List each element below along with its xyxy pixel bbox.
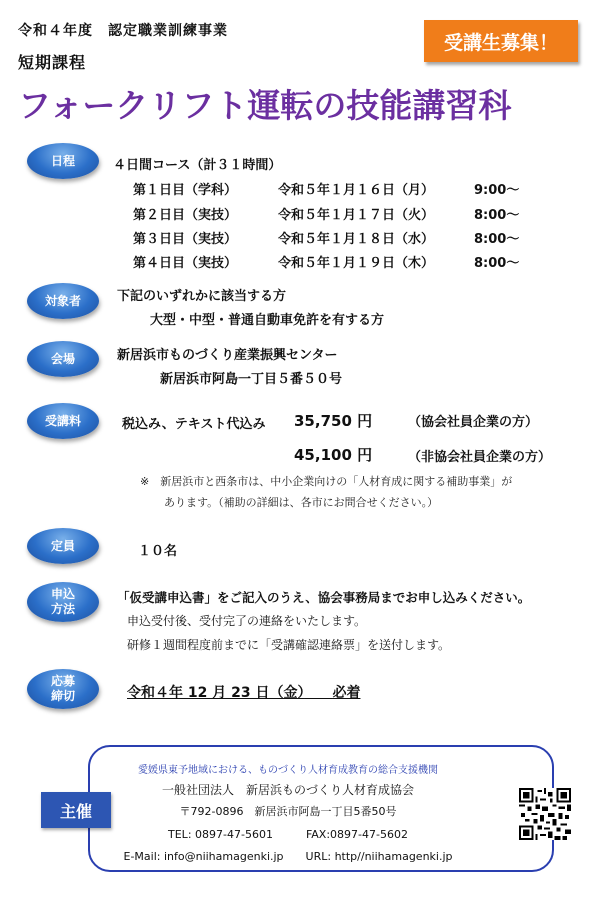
organizer-tagline: 愛媛県東予地域における、ものづくり人材育成教育の総合支援機関 bbox=[138, 765, 438, 776]
course-type: 短期課程 bbox=[18, 53, 87, 72]
qr-code[interactable] bbox=[519, 788, 571, 840]
application-line1: 「仮受講申込書」をご記入のうえ、協会事務局までお申し込みください。 bbox=[117, 590, 531, 605]
nonmember-note: （非協会社員企業の方） bbox=[408, 450, 552, 465]
day-2-time: 8:00～ bbox=[474, 208, 520, 223]
member-note: （協会社員企業の方） bbox=[408, 415, 539, 430]
day-3-name: 第３日目（実技） bbox=[133, 232, 238, 247]
organizer-name: 一般社団法人 新居浜ものづくり人材育成協会 bbox=[161, 783, 414, 797]
course-title: フォークリフト運転の技能講習科 bbox=[18, 86, 512, 125]
venue-label: 会場 bbox=[27, 341, 99, 377]
subsidy-note-line1: ※ 新居浜市と西条市は、中小企業向けの「人材育成に関する補助事業」が bbox=[140, 475, 513, 488]
schedule-summary: ４日間コース（計３１時間） bbox=[113, 158, 282, 173]
venue-address: 新居浜市阿島一丁目５番５０号 bbox=[160, 372, 343, 387]
deadline-label: 応募 締切 bbox=[27, 669, 99, 709]
target-line1: 下記のいずれかに該当する方 bbox=[117, 289, 287, 304]
day-4-date: 令和５年１月１９日（木） bbox=[278, 256, 435, 271]
day-4-name: 第４日目（実技） bbox=[133, 256, 238, 271]
day-3-time: 8:00～ bbox=[474, 232, 520, 247]
organizer-contact: E-Mail: info@niihamagenki.jp URL: http//niihamagenki.jp bbox=[123, 850, 453, 863]
target-line2: 大型・中型・普通自動車免許を有する方 bbox=[150, 313, 385, 328]
capacity-label: 定員 bbox=[27, 528, 99, 564]
application-label: 申込 方法 bbox=[27, 582, 99, 622]
application-line2: 申込受付後、受付完了の連絡をいたします。 bbox=[127, 614, 367, 628]
fee-label: 受講料 bbox=[27, 403, 99, 439]
organizer-address: 〒792-0896 新居浜市阿島一丁目5番50号 bbox=[179, 805, 397, 818]
member-price: 35,750 円 bbox=[294, 412, 373, 430]
host-label: 主催 bbox=[41, 792, 111, 828]
organizer-phone-fax: TEL: 0897-47-5601 FAX:0897-47-5602 bbox=[168, 828, 408, 841]
day-4-time: 8:00～ bbox=[474, 256, 520, 271]
venue-name: 新居浜市ものづくり産業振興センター bbox=[117, 348, 338, 363]
day-2-name: 第２日目（実技） bbox=[133, 208, 238, 223]
day-1-time: 9:00～ bbox=[474, 183, 520, 198]
fee-description: 税込み、テキスト代込み bbox=[122, 417, 266, 432]
subsidy-note-line2: あります。（補助の詳細は、各市にお問合せください。） bbox=[164, 496, 439, 509]
recruitment-badge: 受講生募集！ bbox=[424, 20, 578, 62]
capacity-value: １０名 bbox=[138, 544, 178, 559]
schedule-label: 日程 bbox=[27, 143, 99, 179]
day-3-date: 令和５年１月１８日（水） bbox=[278, 232, 435, 247]
program-category: 令和４年度 認定職業訓練事業 bbox=[18, 23, 228, 39]
day-1-date: 令和５年１月１６日（月） bbox=[278, 183, 435, 198]
deadline-date: 令和４年 12 月 23 日（金） 必着 bbox=[127, 685, 361, 701]
day-1-name: 第１日目（学科） bbox=[133, 183, 238, 198]
application-line3: 研修１週間程度前までに「受講確認連絡票」を送付します。 bbox=[127, 638, 451, 652]
day-2-date: 令和５年１月１７日（火） bbox=[278, 208, 435, 223]
nonmember-price: 45,100 円 bbox=[294, 446, 373, 464]
target-label: 対象者 bbox=[27, 283, 99, 319]
